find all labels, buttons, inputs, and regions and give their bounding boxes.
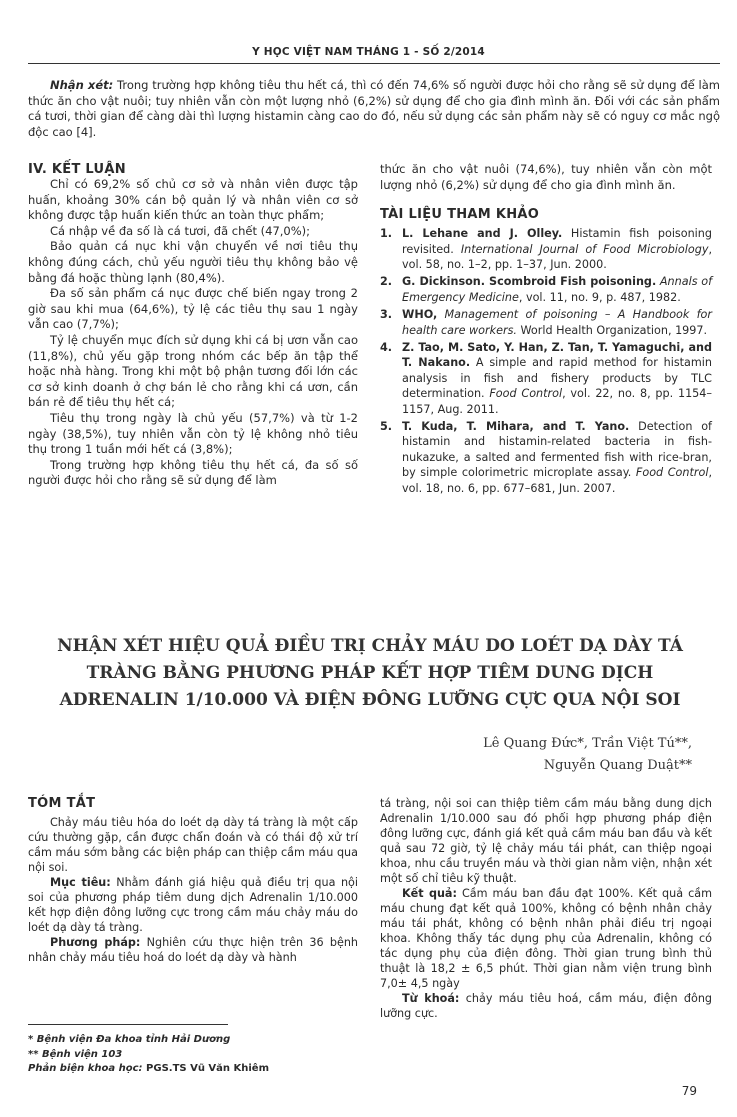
conclusion-paragraph: Đa số sản phẩm cá nục được chế biến ngay trong 2 giờ sau khi mua (64,6%), tỷ lệ các tiêu thụ sau 1 ngày vẫn cao (7,7%); (28, 286, 358, 332)
reference-item: 4. Z. Tao, M. Sato, Y. Han, Z. Tan, T. Yamaguchi, and T. Nakano. A simple and rapid method for histamin analysis in fish and fishery products by TLC determination. Food Control, vol. 22, no. 8, pp. 1154–1157, Aug. 2011. (380, 341, 713, 416)
keywords-text: chảy máu tiêu hoá, cầm máu, điện đông lưỡng cực. (380, 992, 713, 1020)
authors-line: Lê Quang Đức*, Trần Việt Tú**, (483, 736, 692, 751)
method-text: Nghiên cứu thực hiện trên 36 bệnh nhân chảy máu tiêu hoá do loét dạ dày và hành (28, 936, 359, 964)
abstract-intro: Chảy máu tiêu hóa do loét dạ dày tá tràng là một cấp cứu thường gặp, cần được chẩn đoán và có thái độ xử trí cầm máu sớm bằng các biện pháp can thiệp cầm máu qua nội soi. (28, 816, 358, 874)
method-label: Phương pháp: (50, 936, 141, 949)
reference-item: 2. G. Dickinson. Scombroid Fish poisoning. Annals of Emergency Medicine, vol. 11, no. 9, p. 487, 1982. (380, 275, 713, 304)
article-title: NHẬN XÉT HIỆU QUẢ ĐIỀU TRỊ CHẢY MÁU DO LOÉT DẠ DÀY TÁ TRÀNG BẰNG PHƯƠNG PHÁP KẾT HỢP TIÊM DUNG DỊCH ADRENALIN 1/10.000 VÀ ĐIỆN ĐÔNG LƯỠNG CỰC QUA NỘI SOI (57, 636, 683, 710)
conclusion-body (28, 177, 358, 489)
footnote-affiliation: ** Bệnh viện 103 (28, 1048, 123, 1060)
conclusion-continuation: thức ăn cho vật nuôi (74,6%), tuy nhiên vẫn còn một lượng nhỏ (6,2%) sử dụng để cho gia đình mình ăn. (380, 162, 712, 192)
footnotes (28, 1033, 269, 1077)
conclusion-paragraph: Trong trường hợp không tiêu thụ hết cá, đa số số người được hỏi cho rằng sẽ sử dụng để làm (28, 457, 358, 488)
conclusion-column (28, 162, 358, 489)
conclusion-paragraph: Bảo quản cá nục khi vận chuyển về nơi tiêu thụ không đúng cách, chủ yếu người tiêu thụ không bảo vệ bằng đá hoặc thùng lạnh (80,4%). (28, 239, 358, 285)
intro-lead: Nhận xét: (50, 78, 114, 92)
references-list (380, 226, 712, 496)
footnote-affiliation: * Bệnh viện Đa khoa tỉnh Hải Dương (28, 1034, 231, 1045)
conclusion-heading: IV. KẾT LUẬN (28, 162, 126, 177)
footnote-rule (28, 1024, 228, 1025)
reviewer-name: PGS.TS Vũ Văn Khiêm (142, 1063, 270, 1074)
right-column (380, 162, 712, 498)
abstract-right-column (380, 796, 712, 1021)
journal-header: Y HỌC VIỆT NAM THÁNG 1 - SỐ 2/2014 (252, 46, 485, 58)
header-rule (28, 63, 720, 64)
reference-item: 5. T. Kuda, T. Mihara, and T. Yano. Detection of histamin and histamin-related bacteria in fish-nukazuke, a salted and fermented fish with rice-bran, by simple colorimetric microplate assay. Food Control, vol. 18, no. 6, pp. 677–681, Jun. 2007. (380, 420, 712, 495)
result-label: Kết quả: (402, 887, 457, 900)
result-text: Cầm máu ban đầu đạt 100%. Kết quả cầm máu chung đạt kết quả 100%, không có bệnh nhân chảy máu tái phát, không có bệnh nhân phải điều trị ngoại khoa. Không thấy tác dụng phụ của Adrenalin, không có tác dụng phụ của điện đông. Thời gian trung bình thủ thuật là 18,2 ± 6,5 phút. Thời gian nằm viện trung bình 7,0± 4,5 ngày (380, 887, 712, 990)
abstract-left-column (28, 796, 358, 965)
page-number: 79 (681, 1084, 697, 1098)
intro-text: Trong trường hợp không tiêu thu hết cá, thì có đến 74,6% số người được hỏi cho rằng sẽ sử dụng để làm thức ăn cho vật nuôi; tuy nhiên vẫn còn một lượng nhỏ (6,2%) sử dụng để cho gia đình mình ăn. Đối với các sản phẩm cá tươi, thời gian để càng dài thì lượng histamin càng cao do đó, nếu sử dụng các sản phẩm này sẽ có nguy cơ mắc ngộ độc cao [4]. (28, 78, 721, 139)
references-heading: TÀI LIỆU THAM KHẢO (380, 207, 540, 223)
abstract-heading: TÓM TẮT (28, 796, 96, 811)
objective-label: Mục tiêu: (50, 876, 111, 889)
authors-line: Nguyễn Quang Duật** (543, 758, 692, 773)
reference-item: 1. L. Lehane and J. Olley. Histamin fish poisoning revisited. International Journal of Food Microbiology, vol. 58, no. 1–2, pp. 1–37, Jun. 2000. (380, 227, 713, 271)
keywords-label: Từ khoá: (402, 992, 460, 1005)
reference-item: 3. WHO, Management of poisoning – A Handbook for health care workers. World Health Organization, 1997. (380, 308, 712, 337)
reviewer-label: Phản biện khoa học: (28, 1063, 143, 1074)
conclusion-paragraph: Tỷ lệ chuyển mục đích sử dụng khi cá bị ươn vẫn cao (11,8%), chủ yếu gặp trong nhóm các bếp ăn tập thể hoặc nhà hàng. Trong khi một bộ phận tương đối lớn các cơ sở kinh doanh ở chợ bán lẻ cho rằng khi cá ươn, cần bán rẻ để tiêu thụ hết cá; (28, 332, 358, 410)
method-continuation: tá tràng, nội soi can thiệp tiêm cầm máu bằng dung dịch Adrenalin 1/10.000 sau đó phối hợp phương pháp điện đông lưỡng cực, đánh giá kết quả cầm máu ban đầu và kết quả sau 72 giờ, tỷ lệ chảy máu tái phát, can thiệp ngoại khoa, nhu cầu truyền máu và thời gian nằm viện, nhận xét một số chỉ tiêu kỹ thuật. (380, 797, 712, 885)
article-authors (483, 733, 692, 777)
conclusion-paragraph: Chỉ có 69,2% số chủ cơ sở và nhân viên được tập huấn, khoảng 30% cán bộ quản lý và nhân viên cơ sở không được tập huấn kiến thức an toàn thực phẩm; (28, 177, 358, 223)
intro-paragraph (28, 78, 720, 140)
conclusion-paragraph: Cá nhập về đa số là cá tươi, đã chết (47,0%); (50, 223, 311, 238)
conclusion-paragraph: Tiêu thụ trong ngày là chủ yếu (57,7%) và từ 1-2 ngày (38,5%), tuy nhiên vẫn còn tỷ lệ không nhỏ tiêu thụ trong 1 tuần mới hết cá (3,8%); (28, 410, 358, 457)
objective-text: Nhằm đánh giá hiệu quả điều trị qua nội soi của phương pháp tiêm dung dịch Adrenalin 1/10.000 kết hợp điện đông lưỡng cực trong cầm máu chảy máu do loét dạ dày tá tràng. (28, 876, 358, 934)
